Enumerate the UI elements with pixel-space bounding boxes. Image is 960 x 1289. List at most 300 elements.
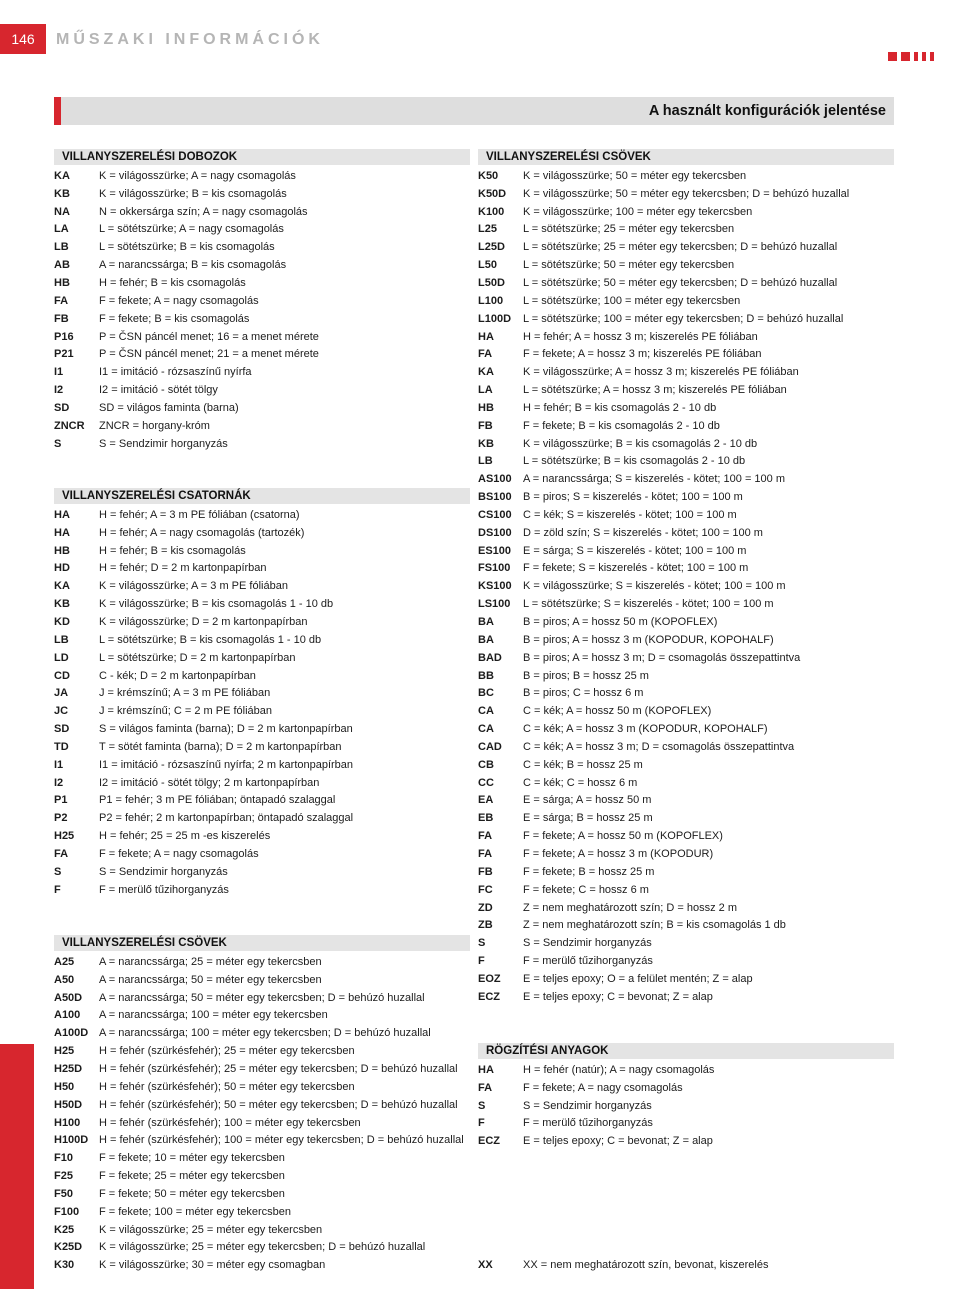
definition-list bbox=[54, 951, 474, 1274]
definition-row bbox=[54, 328, 474, 346]
definition-row bbox=[478, 988, 898, 1006]
config-description: K = világosszürke; 50 = méter egy tekercsben bbox=[523, 169, 747, 182]
config-code: L50 bbox=[478, 259, 497, 272]
config-description: F = fekete; 25 = méter egy tekercsben bbox=[99, 1170, 285, 1183]
config-code: EOZ bbox=[478, 972, 501, 985]
section-heading: RÖGZÍTÉSI ANYAGOK bbox=[478, 1043, 894, 1059]
definition-row bbox=[478, 274, 898, 292]
page-number: 146 bbox=[0, 24, 46, 54]
config-code: CC bbox=[478, 776, 494, 789]
config-description: L = sötétszürke; 25 = méter egy tekercsben; D = behúzó huzallal bbox=[523, 241, 838, 254]
definition-row bbox=[478, 1097, 898, 1115]
config-code: HA bbox=[54, 508, 70, 521]
config-description: B = piros; A = hossz 3 m; D = csomagolás összepattintva bbox=[523, 651, 801, 664]
config-code: S bbox=[478, 1099, 486, 1112]
page-title: A használt konfigurációk jelentése bbox=[648, 103, 886, 119]
config-code: BA bbox=[478, 616, 494, 629]
definition-row bbox=[478, 952, 898, 970]
config-description: L = sötétszürke; S = kiszerelés - kötet; 100 = 100 m bbox=[523, 598, 774, 611]
definition-row bbox=[54, 542, 474, 560]
config-code: SD bbox=[54, 723, 70, 736]
definition-row bbox=[54, 1024, 474, 1042]
config-description: F = fekete; A = nagy csomagolás bbox=[523, 1081, 683, 1094]
config-code: H100 bbox=[54, 1116, 81, 1129]
definition-row bbox=[54, 595, 474, 613]
definition-row bbox=[478, 328, 898, 346]
config-description: S = Sendzimir horganyzás bbox=[99, 865, 228, 878]
config-code: FA bbox=[54, 847, 69, 860]
config-code: ECZ bbox=[478, 990, 500, 1003]
config-description: H = fehér (szürkésfehér); 50 = méter egy tekercsben bbox=[99, 1080, 355, 1093]
definition-row bbox=[54, 1096, 474, 1114]
config-code: CAD bbox=[478, 740, 502, 753]
config-code: HB bbox=[54, 276, 70, 289]
config-code: FB bbox=[478, 865, 493, 878]
config-description: I1 = imitáció - rózsaszínű nyírfa bbox=[99, 366, 252, 379]
config-description: P = ČSN páncél menet; 16 = a menet mérete bbox=[99, 330, 319, 343]
config-code: JC bbox=[54, 705, 69, 718]
config-description: A = narancssárga; 100 = méter egy tekercsben; D = behúzó huzallal bbox=[99, 1027, 431, 1040]
config-code: CA bbox=[478, 723, 494, 736]
definition-row bbox=[54, 989, 474, 1007]
config-description: F = merülő tűzihorganyzás bbox=[99, 883, 229, 896]
config-code: KA bbox=[54, 169, 70, 182]
definition-row bbox=[478, 221, 898, 239]
definition-row bbox=[54, 506, 474, 524]
config-description: SD = világos faminta (barna) bbox=[99, 401, 239, 414]
config-description: H = fehér; D = 2 m kartonpapírban bbox=[99, 562, 267, 575]
config-code: HB bbox=[478, 401, 494, 414]
config-code: LD bbox=[54, 651, 69, 664]
section-csovek-left bbox=[54, 935, 474, 1274]
definition-row bbox=[478, 738, 898, 756]
config-description: E = sárga; A = hossz 50 m bbox=[523, 794, 652, 807]
config-description: S = Sendzimir horganyzás bbox=[523, 1099, 652, 1112]
definition-row bbox=[478, 577, 898, 595]
definition-row bbox=[478, 167, 898, 185]
config-code: FB bbox=[54, 312, 69, 325]
config-description: ZNCR = horgany-króm bbox=[99, 419, 210, 432]
config-description: K = világosszürke; S = kiszerelés - kötet; 100 = 100 m bbox=[523, 580, 786, 593]
config-description: F = merülő tűzihorganyzás bbox=[523, 1117, 653, 1130]
config-description: B = piros; C = hossz 6 m bbox=[523, 687, 644, 700]
definition-row bbox=[54, 809, 474, 827]
config-code: ECZ bbox=[478, 1135, 500, 1148]
definition-row bbox=[54, 774, 474, 792]
section-heading: VILLANYSZERELÉSI CSÖVEK bbox=[54, 935, 470, 951]
config-description: K = világosszürke; 100 = méter egy tekercsben bbox=[523, 205, 753, 218]
definition-row bbox=[54, 185, 474, 203]
config-description: F = fekete; 10 = méter egy tekercsben bbox=[99, 1152, 285, 1165]
config-description: A = narancssárga; 50 = méter egy tekercsben bbox=[99, 973, 322, 986]
config-description: H = fehér; B = kis csomagolás bbox=[99, 544, 246, 557]
definition-row bbox=[478, 185, 898, 203]
config-description: D = zöld szín; S = kiszerelés - kötet; 100 = 100 m bbox=[523, 526, 763, 539]
config-description: XX = nem meghatározott szín, bevonat, kiszerelés bbox=[523, 1258, 769, 1271]
definition-row bbox=[478, 845, 898, 863]
definition-row bbox=[54, 971, 474, 989]
config-description: P2 = fehér; 2 m kartonpapírban; öntapadó szalaggal bbox=[99, 812, 354, 825]
definition-row bbox=[478, 899, 898, 917]
definition-row bbox=[478, 809, 898, 827]
config-code: H50D bbox=[54, 1098, 83, 1111]
definition-row bbox=[54, 1221, 474, 1239]
config-code: LS100 bbox=[478, 598, 511, 611]
config-description: Z = nem meghatározott szín; D = hossz 2 m bbox=[523, 901, 737, 914]
definition-row bbox=[478, 399, 898, 417]
config-description: F = fekete; B = kis csomagolás bbox=[99, 312, 250, 325]
definition-row bbox=[478, 667, 898, 685]
config-code: I1 bbox=[54, 758, 64, 771]
definition-row bbox=[54, 274, 474, 292]
config-code: P1 bbox=[54, 794, 68, 807]
config-description: H = fehér; A = hossz 3 m; kiszerelés PE fóliában bbox=[523, 330, 758, 343]
definition-row bbox=[478, 345, 898, 363]
config-code: KB bbox=[478, 437, 494, 450]
config-description: A = narancssárga; 100 = méter egy tekercsben bbox=[99, 1009, 328, 1022]
config-code: ZNCR bbox=[54, 419, 85, 432]
config-description: L = sötétszürke; B = kis csomagolás 1 - 10 db bbox=[99, 633, 322, 646]
config-description: A = narancssárga; 50 = méter egy tekercsben; D = behúzó huzallal bbox=[99, 991, 425, 1004]
definition-row bbox=[478, 792, 898, 810]
definition-row bbox=[54, 1078, 474, 1096]
config-code: ES100 bbox=[478, 544, 512, 557]
config-description: H = fehér (natúr); A = nagy csomagolás bbox=[523, 1063, 715, 1076]
definition-row bbox=[54, 1007, 474, 1025]
config-description: L = sötétszürke; A = nagy csomagolás bbox=[99, 223, 284, 236]
definition-row bbox=[478, 756, 898, 774]
config-description: I2 = imitáció - sötét tölgy; 2 m kartonpapírban bbox=[99, 776, 320, 789]
section-rogzites bbox=[478, 1043, 898, 1150]
definition-row bbox=[478, 381, 898, 399]
definition-row bbox=[54, 363, 474, 381]
definition-list bbox=[478, 1254, 898, 1274]
definition-row bbox=[478, 238, 898, 256]
config-code: LB bbox=[54, 241, 69, 254]
side-accent-bar bbox=[0, 1044, 34, 1289]
definition-row bbox=[478, 506, 898, 524]
config-code: ZD bbox=[478, 901, 493, 914]
config-code: K25 bbox=[54, 1223, 75, 1236]
definition-row bbox=[478, 435, 898, 453]
config-description: S = világos faminta (barna); D = 2 m kartonpapírban bbox=[99, 723, 353, 736]
config-description: A = narancssárga; 25 = méter egy tekercsben bbox=[99, 955, 322, 968]
definition-row bbox=[478, 916, 898, 934]
config-code: AB bbox=[54, 259, 70, 272]
config-description: K = világosszürke; 25 = méter egy tekercsben bbox=[99, 1223, 323, 1236]
definition-row bbox=[54, 238, 474, 256]
config-description: F = fekete; A = hossz 50 m (KOPOFLEX) bbox=[523, 830, 723, 843]
config-code: BB bbox=[478, 669, 494, 682]
section-csovek-right bbox=[478, 149, 898, 1006]
config-description: K = világosszürke; B = kis csomagolás bbox=[99, 187, 287, 200]
config-description: K = világosszürke; B = kis csomagolás 1 - 10 db bbox=[99, 598, 334, 611]
config-description: H = fehér; B = kis csomagolás bbox=[99, 276, 246, 289]
definition-row bbox=[478, 1061, 898, 1079]
config-code: A100D bbox=[54, 1027, 89, 1040]
definition-row bbox=[54, 863, 474, 881]
banner-accent bbox=[54, 97, 61, 125]
config-code: BC bbox=[478, 687, 494, 700]
definition-row bbox=[54, 524, 474, 542]
config-description: H = fehér; A = nagy csomagolás (tartozék) bbox=[99, 526, 305, 539]
config-code: F10 bbox=[54, 1152, 73, 1165]
definition-row bbox=[54, 203, 474, 221]
config-code: FA bbox=[478, 1081, 493, 1094]
config-description: K = világosszürke; 50 = méter egy tekercsben; D = behúzó huzallal bbox=[523, 187, 850, 200]
config-description: F = fekete; S = kiszerelés - kötet; 100 = 100 m bbox=[523, 562, 749, 575]
config-code: FA bbox=[478, 847, 493, 860]
definition-row bbox=[478, 881, 898, 899]
config-description: L = sötétszürke; 25 = méter egy tekercsben bbox=[523, 223, 735, 236]
definition-row bbox=[478, 542, 898, 560]
definition-row bbox=[54, 381, 474, 399]
definition-row bbox=[54, 613, 474, 631]
config-code: F bbox=[478, 955, 485, 968]
config-description: K = világosszürke; A = nagy csomagolás bbox=[99, 169, 296, 182]
config-description: F = fekete; B = hossz 25 m bbox=[523, 865, 655, 878]
config-code: KB bbox=[54, 187, 70, 200]
definition-row bbox=[54, 881, 474, 899]
config-description: K = világosszürke; 25 = méter egy tekercsben; D = behúzó huzallal bbox=[99, 1241, 426, 1254]
config-code: FB bbox=[478, 419, 493, 432]
config-code: NA bbox=[54, 205, 70, 218]
config-code: FC bbox=[478, 883, 493, 896]
config-description: N = okkersárga szín; A = nagy csomagolás bbox=[99, 205, 308, 218]
config-code: L50D bbox=[478, 276, 505, 289]
config-code: L100 bbox=[478, 294, 504, 307]
definition-row bbox=[54, 1042, 474, 1060]
config-code: KS100 bbox=[478, 580, 512, 593]
definition-row bbox=[54, 792, 474, 810]
definition-row bbox=[478, 684, 898, 702]
config-code: BS100 bbox=[478, 491, 512, 504]
config-code: LA bbox=[478, 384, 493, 397]
config-code: L25D bbox=[478, 241, 505, 254]
config-description: F = fekete; C = hossz 6 m bbox=[523, 883, 649, 896]
config-code: F bbox=[54, 883, 61, 896]
config-code: A25 bbox=[54, 955, 75, 968]
definition-row bbox=[54, 827, 474, 845]
config-description: P1 = fehér; 3 m PE fóliában; öntapadó szalaggal bbox=[99, 794, 336, 807]
config-code: I1 bbox=[54, 366, 64, 379]
config-code: LB bbox=[478, 455, 493, 468]
config-description: B = piros; A = hossz 3 m (KOPODUR, KOPOHALF) bbox=[523, 633, 774, 646]
config-description: C = kék; A = hossz 50 m (KOPOFLEX) bbox=[523, 705, 712, 718]
definition-row bbox=[478, 292, 898, 310]
config-code: A100 bbox=[54, 1009, 81, 1022]
title-banner bbox=[54, 97, 894, 125]
definition-row bbox=[54, 221, 474, 239]
definition-row bbox=[54, 845, 474, 863]
config-description: S = Sendzimir horganyzás bbox=[523, 937, 652, 950]
config-code: H25 bbox=[54, 830, 75, 843]
definition-row bbox=[478, 203, 898, 221]
config-code: FA bbox=[478, 348, 493, 361]
config-code: JA bbox=[54, 687, 69, 700]
definition-row bbox=[54, 1239, 474, 1257]
config-description: S = Sendzimir horganyzás bbox=[99, 437, 228, 450]
config-code: K30 bbox=[54, 1259, 75, 1272]
section-dobozok bbox=[54, 149, 474, 453]
config-code: HA bbox=[478, 1063, 494, 1076]
config-code: H25D bbox=[54, 1062, 83, 1075]
config-description: C = kék; A = hossz 3 m (KOPODUR, KOPOHALF) bbox=[523, 723, 768, 736]
config-description: H = fehér (szürkésfehér); 100 = méter egy tekercsben; D = behúzó huzallal bbox=[99, 1134, 464, 1147]
definition-row bbox=[54, 1114, 474, 1132]
config-description: L = sötétszürke; 50 = méter egy tekercsben; D = behúzó huzallal bbox=[523, 276, 838, 289]
config-code: HD bbox=[54, 562, 70, 575]
config-description: L = sötétszürke; B = kis csomagolás bbox=[99, 241, 275, 254]
config-code: F bbox=[478, 1117, 485, 1130]
definition-list bbox=[478, 1059, 898, 1150]
definition-row bbox=[54, 577, 474, 595]
config-code: L25 bbox=[478, 223, 497, 236]
definition-row bbox=[54, 310, 474, 328]
config-description: F = fekete; 50 = méter egy tekercsben bbox=[99, 1187, 285, 1200]
section-csatornak bbox=[54, 488, 474, 899]
config-code: FA bbox=[478, 830, 493, 843]
config-description: C = kék; S = kiszerelés - kötet; 100 = 100 m bbox=[523, 508, 737, 521]
config-description: A = narancssárga; S = kiszerelés - kötet; 100 = 100 m bbox=[523, 473, 786, 486]
definition-row bbox=[54, 1060, 474, 1078]
config-code: I2 bbox=[54, 384, 64, 397]
config-code: TD bbox=[54, 740, 69, 753]
definition-row bbox=[478, 774, 898, 792]
definition-row bbox=[54, 1185, 474, 1203]
config-description: H = fehér (szürkésfehér); 50 = méter egy tekercsben; D = behúzó huzallal bbox=[99, 1098, 458, 1111]
config-code: HA bbox=[54, 526, 70, 539]
config-code: CA bbox=[478, 705, 494, 718]
config-description: F = fekete; A = nagy csomagolás bbox=[99, 294, 259, 307]
section-title: MŰSZAKI INFORMÁCIÓK bbox=[56, 31, 324, 48]
definition-row bbox=[478, 1115, 898, 1133]
config-description: K = világosszürke; B = kis csomagolás 2 - 10 db bbox=[523, 437, 758, 450]
definition-row bbox=[54, 345, 474, 363]
definition-row bbox=[54, 560, 474, 578]
definition-row bbox=[54, 756, 474, 774]
definition-row bbox=[478, 1079, 898, 1097]
config-code: KB bbox=[54, 598, 70, 611]
definition-row bbox=[54, 399, 474, 417]
config-description: F = fekete; A = nagy csomagolás bbox=[99, 847, 259, 860]
definition-row bbox=[478, 1256, 898, 1274]
definition-row bbox=[54, 738, 474, 756]
definition-row bbox=[54, 256, 474, 274]
config-code: P2 bbox=[54, 812, 68, 825]
definition-row bbox=[478, 970, 898, 988]
config-description: F = fekete; A = hossz 3 m (KOPODUR) bbox=[523, 847, 714, 860]
definition-row bbox=[478, 720, 898, 738]
config-code: ZB bbox=[478, 919, 493, 932]
config-description: L = sötétszürke; 100 = méter egy tekercsben bbox=[523, 294, 741, 307]
config-description: Z = nem meghatározott szín; B = kis csomagolás 1 db bbox=[523, 919, 786, 932]
config-description: F = merülő tűzihorganyzás bbox=[523, 955, 653, 968]
config-code: KA bbox=[478, 366, 494, 379]
definition-row bbox=[54, 435, 474, 453]
config-description: E = sárga; B = hossz 25 m bbox=[523, 812, 653, 825]
config-code: CB bbox=[478, 758, 494, 771]
config-code: H100D bbox=[54, 1134, 89, 1147]
config-code: H50 bbox=[54, 1080, 75, 1093]
definition-row bbox=[54, 167, 474, 185]
definition-row bbox=[478, 827, 898, 845]
definition-row bbox=[54, 720, 474, 738]
config-description: E = teljes epoxy; O = a felület mentén; Z = alap bbox=[523, 972, 753, 985]
definition-row bbox=[54, 292, 474, 310]
config-code: LA bbox=[54, 223, 69, 236]
section-heading: VILLANYSZERELÉSI CSATORNÁK bbox=[54, 488, 470, 504]
config-code: FS100 bbox=[478, 562, 511, 575]
config-code: LB bbox=[54, 633, 69, 646]
config-description: F = fekete; 100 = méter egy tekercsben bbox=[99, 1205, 291, 1218]
definition-row bbox=[478, 256, 898, 274]
config-description: B = piros; S = kiszerelés - kötet; 100 = 100 m bbox=[523, 491, 743, 504]
config-description: E = sárga; S = kiszerelés - kötet; 100 = 100 m bbox=[523, 544, 747, 557]
config-description: L = sötétszürke; D = 2 m kartonpapírban bbox=[99, 651, 296, 664]
config-code: P16 bbox=[54, 330, 74, 343]
config-description: H = fehér (szürkésfehér); 25 = méter egy tekercsben; D = behúzó huzallal bbox=[99, 1062, 458, 1075]
config-description: F = fekete; B = kis csomagolás 2 - 10 db bbox=[523, 419, 720, 432]
config-code: CS100 bbox=[478, 508, 512, 521]
section-xx bbox=[478, 1254, 898, 1274]
definition-row bbox=[478, 1132, 898, 1150]
config-description: H = fehér; B = kis csomagolás 2 - 10 db bbox=[523, 401, 717, 414]
config-code: P21 bbox=[54, 348, 74, 361]
definition-row bbox=[54, 953, 474, 971]
definition-row bbox=[478, 453, 898, 471]
config-code: A50 bbox=[54, 973, 75, 986]
config-code: BA bbox=[478, 633, 494, 646]
config-code: K100 bbox=[478, 205, 505, 218]
config-description: C = kék; B = hossz 25 m bbox=[523, 758, 643, 771]
config-description: I2 = imitáció - sötét tölgy bbox=[99, 384, 218, 397]
section-heading: VILLANYSZERELÉSI CSÖVEK bbox=[478, 149, 894, 165]
section-heading: VILLANYSZERELÉSI DOBOZOK bbox=[54, 149, 470, 165]
config-code: F100 bbox=[54, 1205, 80, 1218]
config-description: K = világosszürke; A = hossz 3 m; kiszerelés PE fóliában bbox=[523, 366, 799, 379]
config-description: C - kék; D = 2 m kartonpapírban bbox=[99, 669, 256, 682]
config-code: S bbox=[54, 865, 62, 878]
config-code: KA bbox=[54, 580, 70, 593]
definition-row bbox=[478, 631, 898, 649]
definition-row bbox=[478, 488, 898, 506]
config-description: P = ČSN páncél menet; 21 = a menet mérete bbox=[99, 348, 319, 361]
definition-list bbox=[54, 504, 474, 899]
config-description: F = fekete; A = hossz 3 m; kiszerelés PE fóliában bbox=[523, 348, 762, 361]
definition-row bbox=[478, 470, 898, 488]
definition-row bbox=[54, 702, 474, 720]
definition-row bbox=[54, 1256, 474, 1274]
config-code: A50D bbox=[54, 991, 83, 1004]
config-code: S bbox=[478, 937, 486, 950]
definition-row bbox=[54, 667, 474, 685]
config-code: SD bbox=[54, 401, 70, 414]
config-code: K25D bbox=[54, 1241, 83, 1254]
config-description: L = sötétszürke; A = hossz 3 m; kiszerelés PE fóliában bbox=[523, 384, 787, 397]
config-description: L = sötétszürke; B = kis csomagolás 2 - 10 db bbox=[523, 455, 746, 468]
config-description: J = krémszínű; C = 2 m PE fóliában bbox=[99, 705, 273, 718]
config-description: H = fehér (szürkésfehér); 25 = méter egy tekercsben bbox=[99, 1045, 355, 1058]
config-code: AS100 bbox=[478, 473, 512, 486]
config-code: F25 bbox=[54, 1170, 73, 1183]
config-description: K = világosszürke; D = 2 m kartonpapírban bbox=[99, 615, 308, 628]
config-code: L100D bbox=[478, 312, 512, 325]
config-description: K = világosszürke; 30 = méter egy csomagban bbox=[99, 1259, 326, 1272]
definition-row bbox=[54, 1131, 474, 1149]
definition-row bbox=[478, 310, 898, 328]
config-code: FA bbox=[54, 294, 69, 307]
